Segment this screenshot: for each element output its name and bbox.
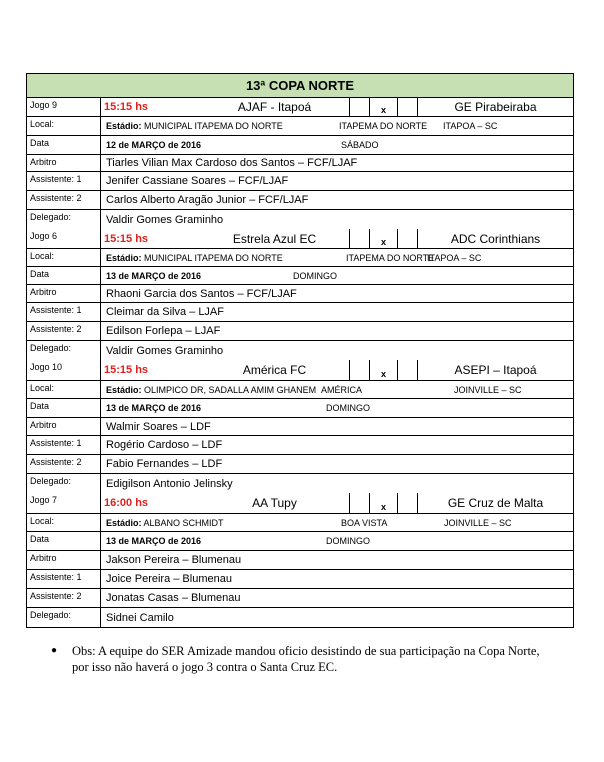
copa-norte-table [26, 73, 574, 628]
versus-mark: x [370, 229, 398, 248]
date-value: 12 de MARÇO de 2016 [106, 140, 202, 150]
data-label: Data [27, 267, 101, 284]
assistente1-row [27, 172, 573, 191]
match-date [101, 399, 573, 417]
match-row [27, 229, 573, 249]
delegado-row [27, 474, 573, 493]
assistente1-row [27, 570, 573, 589]
assistente1-row [27, 436, 573, 455]
venue-district: ITAPEMA DO NORTE [346, 252, 435, 263]
stadium-name: MUNICIPAL ITAPEMA DO NORTE [144, 252, 283, 263]
data-label: Data [27, 399, 101, 417]
assistente1-value: Jenifer Cassiane Soares – FCF/LJAF [106, 175, 289, 187]
date-row [27, 532, 573, 551]
stadium-prefix: Estádio: [106, 384, 142, 395]
home-score-cell [350, 360, 370, 380]
away-score-cell [398, 229, 418, 248]
kickoff-time: 15:15 hs [104, 101, 149, 113]
away-score-cell [398, 98, 418, 116]
match-blocks [27, 98, 573, 627]
venue [101, 514, 573, 531]
delegado-label: Delegado: [27, 608, 101, 627]
venue [101, 249, 573, 266]
venue [101, 381, 573, 398]
date-row [27, 136, 573, 155]
delegado-row [27, 210, 573, 229]
versus-mark: x [370, 360, 398, 380]
venue-city: ITAPOA – SC [427, 252, 482, 263]
stadium-prefix: Estádio: [106, 517, 142, 528]
data-label: Data [27, 136, 101, 154]
delegado-row [27, 341, 573, 360]
stadium-name: ALBANO SCHMIDT [143, 517, 224, 528]
data-label: Data [27, 532, 101, 550]
assistente2-row [27, 455, 573, 474]
weekday-value: DOMINGO [293, 270, 337, 281]
arbitro-value: Walmir Soares – LDF [106, 420, 211, 433]
assistente2-row [27, 322, 573, 341]
assistente2-value: Jonatas Casas – Blumenau [106, 592, 241, 604]
match-row [27, 360, 573, 381]
match-block [27, 229, 573, 360]
weekday-value: DOMINGO [326, 536, 370, 546]
kickoff-time: 15:15 hs [104, 364, 149, 376]
observation-note [51, 643, 554, 675]
assistente1-row [27, 303, 573, 322]
venue-district: BOA VISTA [341, 517, 388, 528]
assistente2-row [27, 191, 573, 210]
home-team: Estrela Azul EC [200, 229, 350, 248]
arbitro-row [27, 418, 573, 436]
local-label: Local: [27, 381, 101, 398]
delegado-value: Edigilson Antonio Jelinsky [106, 477, 233, 490]
delegado-label: Delegado: [27, 474, 101, 493]
away-team: GE Pirabeiraba [454, 100, 537, 114]
assistente1-value: Joice Pereira – Blumenau [106, 573, 232, 585]
arbitro-row [27, 285, 573, 303]
local-row [27, 117, 573, 136]
match-date [101, 532, 573, 550]
arbitro-label: Arbitro [27, 551, 101, 569]
match-block [27, 98, 573, 229]
venue-city: JOINVILLE – SC [454, 384, 522, 395]
weekday-value: SÁBADO [341, 140, 379, 150]
jogo-label: Jogo 7 [27, 493, 101, 513]
kickoff-time: 15:15 hs [104, 232, 149, 245]
assistente2-row [27, 589, 573, 608]
delegado-label: Delegado: [27, 341, 101, 360]
weekday-value: DOMINGO [326, 403, 370, 413]
arbitro-label: Arbitro [27, 155, 101, 171]
home-team: AA Tupy [200, 493, 350, 513]
date-value: 13 de MARÇO de 2016 [106, 536, 202, 546]
assistente2-label: Assistente: 2 [27, 322, 101, 340]
date-value: 13 de MARÇO de 2016 [106, 403, 202, 413]
local-label: Local: [27, 514, 101, 531]
assistente2-value: Edilson Forlepa – LJAF [106, 325, 221, 337]
venue [101, 117, 573, 135]
delegado-value: Sidnei Camilo [106, 611, 174, 624]
arbitro-value: Jakson Pereira – Blumenau [106, 554, 242, 566]
kickoff-time: 16:00 hs [104, 497, 149, 509]
delegado-value: Valdir Gomes Graminho [106, 344, 224, 357]
observation-text: Obs: A equipe do SER Amizade mandou oficio desistindo de sua participação na Copa Norte, por isso não haverá o jogo 3 contra o Santa Cruz EC. [72, 644, 540, 674]
local-row [27, 249, 573, 267]
assistente1-value: Rogério Cardoso – LDF [106, 439, 223, 451]
arbitro-row [27, 155, 573, 172]
away-team: GE Cruz de Malta [447, 496, 544, 510]
local-label: Local: [27, 249, 101, 266]
arbitro-row [27, 551, 573, 570]
jogo-label: Jogo 6 [27, 229, 101, 248]
away-team: ADC Corinthians [450, 231, 541, 246]
date-row [27, 267, 573, 285]
assistente2-value: Carlos Alberto Aragão Junior – FCF/LJAF [106, 194, 309, 206]
match-block [27, 493, 573, 627]
versus-mark: x [370, 493, 398, 513]
local-row [27, 381, 573, 399]
home-team: América FC [200, 360, 350, 380]
arbitro-label: Arbitro [27, 418, 101, 435]
venue-city: JOINVILLE – SC [444, 517, 512, 528]
assistente1-label: Assistente: 1 [27, 303, 101, 321]
arbitro-value: Rhaoni Garcia dos Santos – FCF/LJAF [106, 287, 297, 300]
venue-city: ITAPOA – SC [443, 121, 498, 131]
home-score-cell [350, 229, 370, 248]
local-label: Local: [27, 117, 101, 135]
match-block [27, 360, 573, 493]
delegado-label: Delegado: [27, 210, 101, 229]
jogo-label: Jogo 9 [27, 98, 101, 116]
venue-district: AMÉRICA [321, 384, 363, 395]
jogo-label: Jogo 10 [27, 360, 101, 380]
stadium-name: OLIMPICO DR, SADALLA AMIM GHANEM [144, 384, 317, 395]
away-score-cell [398, 360, 418, 380]
away-score-cell [398, 493, 418, 513]
away-team: ASEPI – Itapoá [454, 363, 537, 377]
assistente2-label: Assistente: 2 [27, 191, 101, 209]
stadium-name: MUNICIPAL ITAPEMA DO NORTE [144, 121, 283, 131]
assistente1-label: Assistente: 1 [27, 172, 101, 190]
home-score-cell [350, 493, 370, 513]
bullet-icon: ● [51, 645, 58, 656]
assistente1-label: Assistente: 1 [27, 570, 101, 588]
match-date [101, 267, 573, 284]
stadium-prefix: Estádio: [106, 252, 142, 263]
match-row [27, 98, 573, 117]
venue-district: ITAPEMA DO NORTE [339, 121, 428, 131]
assistente2-label: Assistente: 2 [27, 589, 101, 607]
assistente2-value: Fabio Fernandes – LDF [106, 458, 223, 470]
delegado-row [27, 608, 573, 627]
assistente1-value: Cleimar da Silva – LJAF [106, 306, 224, 318]
date-value: 13 de MARÇO de 2016 [106, 270, 202, 281]
match-date [101, 136, 573, 154]
table-title: 13ª COPA NORTE [27, 74, 573, 98]
home-score-cell [350, 98, 370, 116]
assistente2-label: Assistente: 2 [27, 455, 101, 473]
arbitro-label: Arbitro [27, 285, 101, 302]
date-row [27, 399, 573, 418]
arbitro-value: Tiarles Vilian Max Cardoso dos Santos – FCF/LJAF [106, 157, 358, 169]
versus-mark: x [370, 98, 398, 116]
home-team: AJAF - Itapoá [200, 98, 350, 116]
local-row [27, 514, 573, 532]
match-row [27, 493, 573, 514]
delegado-value: Valdir Gomes Graminho [106, 213, 224, 226]
stadium-prefix: Estádio: [106, 121, 142, 131]
assistente1-label: Assistente: 1 [27, 436, 101, 454]
